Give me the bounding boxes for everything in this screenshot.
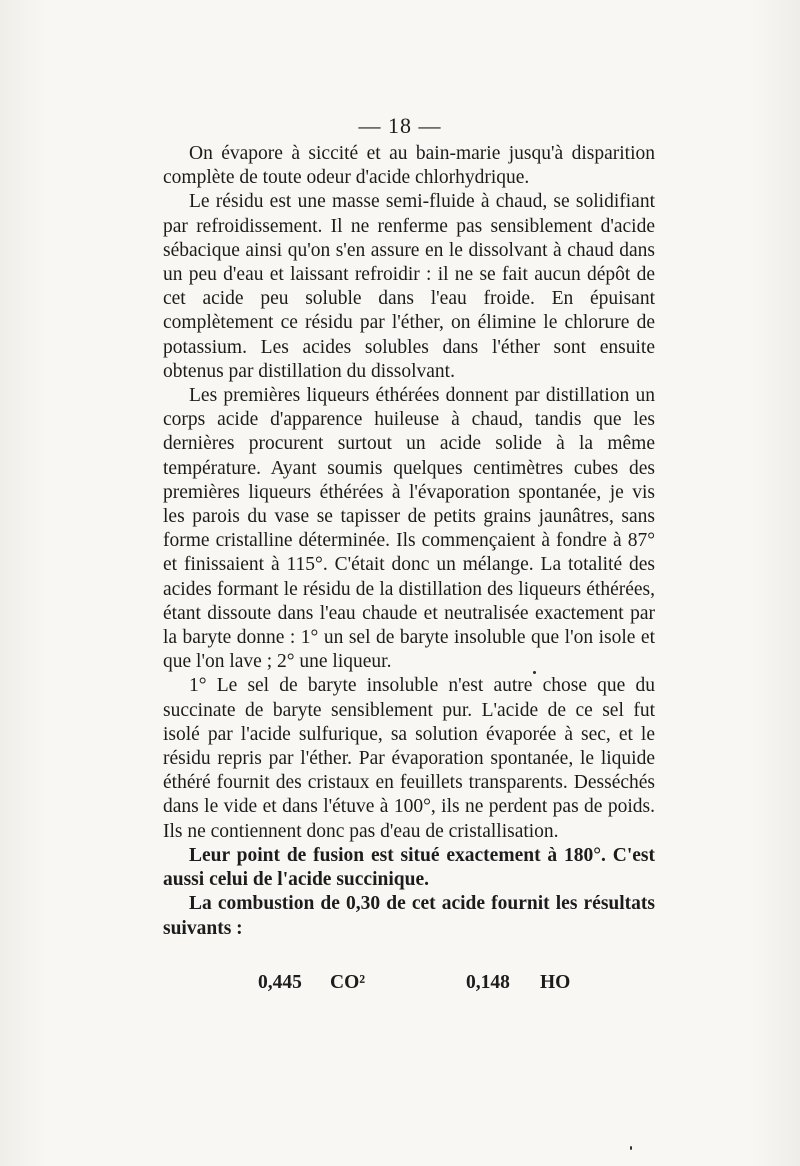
paragraph-5: Leur point de fusion est situé exactement à 180°. C'est aussi celui de l'acide succinique.	[163, 844, 655, 891]
body-text	[163, 142, 655, 941]
co2-value: 0,445	[258, 972, 302, 993]
co2-label: CO²	[330, 972, 366, 993]
paragraph-1: On évapore à siccité et au bain-marie jusqu'à disparition complète de toute odeur d'acide chlorhydrique.	[163, 143, 655, 189]
paragraph-2: Le résidu est une masse semi-fluide à chaud, se solidifiant par refroidissement. Il ne renferme pas sensiblement d'acide sébacique ainsi qu'on s'en assure en le dissolvant à chaud dans un peu d'eau et laissant refroidir : il ne se fait aucun dépôt de cet acide peu soluble dans l'eau froide. En épuisant complètement ce résidu par l'éther, on élimine le chlorure de potassium. Les acides solubles dans l'éther sont ensuite obtenus par distillation du dissolvant.	[163, 191, 655, 382]
combustion-results	[258, 972, 598, 998]
page-number: — 18 —	[358, 113, 442, 138]
paragraph-3: Les premières liqueurs éthérées donnent par distillation un corps acide d'apparence huileuse à chaud, tandis que les dernières procurent surtout un acide solide à la même température. Ayant soumis quelques centimètres cubes des premières liqueurs éthérées à l'évaporation spontanée, je vis les parois du vase se tapisser de petits grains jaunâtres, sans forme cristalline déterminée. Ils commençaient à fondre à 87° et finissaient à 115°. C'était donc un mélange. La totalité des acides formant le résidu de la distillation des liqueurs éthérées, étant dissoute dans l'eau chaude et neutralisée exactement par la baryte donne : 1° un sel de baryte insoluble que l'on isole et que l'on lave ; 2° une liqueur.	[163, 385, 655, 673]
ho-value: 0,148	[466, 972, 510, 993]
paper-speck	[533, 671, 536, 674]
paper-speck	[630, 1146, 632, 1150]
paragraph-4: 1° Le sel de baryte insoluble n'est autre chose que du succinate de baryte sensiblement pur. L'acide de ce sel fut isolé par l'acide sulfurique, sa solution évaporée à sec, et le résidu repris par l'éther. Par évaporation spontanée, le liquide éthéré fournit des cristaux en feuillets transparents. Desséchés dans le vide et dans l'étuve à 100°, ils ne perdent pas de poids. Ils ne contiennent donc pas d'eau de cristallisation.	[163, 675, 655, 842]
paragraph-6: La combustion de 0,30 de cet acide fournit les résultats suivants :	[163, 893, 655, 939]
ho-label: HO	[540, 972, 571, 993]
